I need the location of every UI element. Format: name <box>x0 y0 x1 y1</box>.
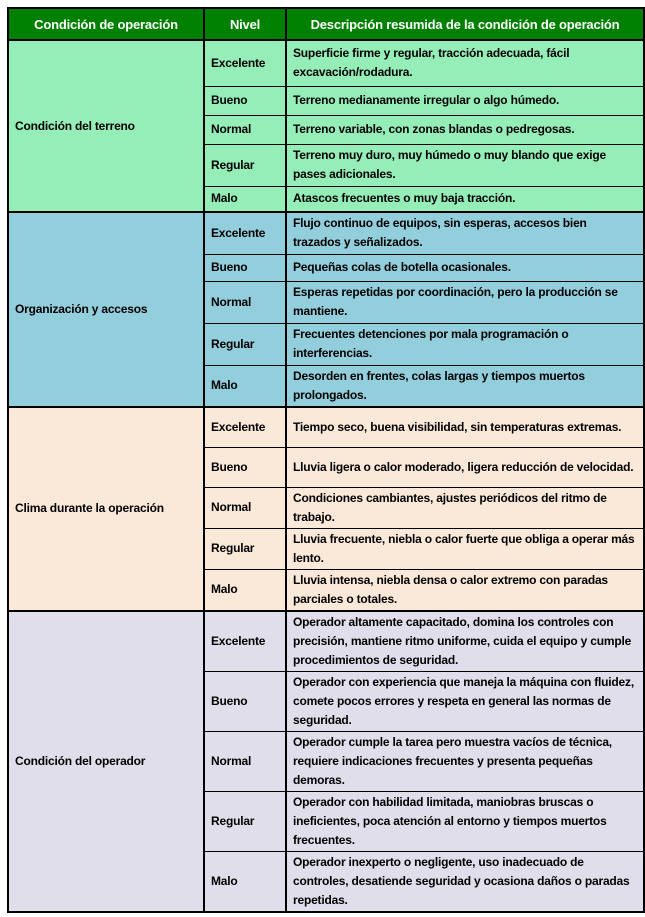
description-cell: Tiempo seco, buena visibilidad, sin temperaturas extremas. <box>286 407 644 447</box>
level-cell: Malo <box>204 851 286 912</box>
level-cell: Bueno <box>204 447 286 487</box>
level-cell: Bueno <box>204 86 286 115</box>
description-cell: Desorden en frentes, colas largas y tiempos muertos prolongados. <box>286 365 644 407</box>
level-cell: Malo <box>204 186 286 212</box>
level-cell: Bueno <box>204 671 286 731</box>
table-row <box>8 212 644 254</box>
category-cell-climate: Clima durante la operación <box>8 407 204 611</box>
level-cell: Excelente <box>204 407 286 447</box>
description-cell: Operador con habilidad limitada, maniobras bruscas o ineficientes, poca atención al entorno y tiempos muertos frecuentes. <box>286 791 644 851</box>
level-cell: Excelente <box>204 611 286 672</box>
level-cell: Malo <box>204 569 286 611</box>
description-cell: Superficie firme y regular, tracción adecuada, fácil excavación/rodadura. <box>286 40 644 86</box>
category-cell-terrain: Condición del terreno <box>8 40 204 212</box>
description-cell: Operador cumple la tarea pero muestra vacíos de técnica, requiere indicaciones frecuentes y presenta pequeñas demoras. <box>286 731 644 791</box>
level-cell: Regular <box>204 323 286 365</box>
description-cell: Operador inexperto o negligente, uso inadecuado de controles, desatiende seguridad y ocasiona daños o paradas repetidas. <box>286 851 644 912</box>
operation-conditions-table <box>7 7 645 913</box>
description-cell: Condiciones cambiantes, ajustes periódicos del ritmo de trabajo. <box>286 487 644 528</box>
level-cell: Excelente <box>204 40 286 86</box>
category-cell-organization: Organización y accesos <box>8 212 204 407</box>
level-cell: Normal <box>204 281 286 323</box>
description-cell: Operador altamente capacitado, domina los controles con precisión, mantiene ritmo uniforme, cuida el equipo y cumple procedimientos de seguridad. <box>286 611 644 672</box>
table-row <box>8 611 644 672</box>
header-level: Nivel <box>204 8 286 40</box>
level-cell: Normal <box>204 487 286 528</box>
header-description: Descripción resumida de la condición de operación <box>286 8 644 40</box>
description-cell: Flujo continuo de equipos, sin esperas, accesos bien trazados y señalizados. <box>286 212 644 254</box>
level-cell: Regular <box>204 791 286 851</box>
description-cell: Frecuentes detenciones por mala programación o interferencias. <box>286 323 644 365</box>
description-cell: Terreno variable, con zonas blandas o pedregosas. <box>286 115 644 144</box>
description-cell: Lluvia frecuente, niebla o calor fuerte que obliga a operar más lento. <box>286 528 644 569</box>
level-cell: Normal <box>204 115 286 144</box>
description-cell: Atascos frecuentes o muy baja tracción. <box>286 186 644 212</box>
level-cell: Bueno <box>204 254 286 281</box>
category-cell-operator: Condición del operador <box>8 611 204 912</box>
level-cell: Regular <box>204 528 286 569</box>
description-cell: Lluvia ligera o calor moderado, ligera reducción de velocidad. <box>286 447 644 487</box>
description-cell: Terreno muy duro, muy húmedo o muy blando que exige pases adicionales. <box>286 144 644 186</box>
description-cell: Lluvia intensa, niebla densa o calor extremo con paradas parciales o totales. <box>286 569 644 611</box>
level-cell: Regular <box>204 144 286 186</box>
table-row <box>8 407 644 447</box>
description-cell: Pequeñas colas de botella ocasionales. <box>286 254 644 281</box>
level-cell: Excelente <box>204 212 286 254</box>
header-condition: Condición de operación <box>8 8 204 40</box>
description-cell: Esperas repetidas por coordinación, pero la producción se mantiene. <box>286 281 644 323</box>
level-cell: Normal <box>204 731 286 791</box>
table-row <box>8 40 644 86</box>
level-cell: Malo <box>204 365 286 407</box>
table-header-row <box>8 8 644 40</box>
description-cell: Terreno medianamente irregular o algo húmedo. <box>286 86 644 115</box>
description-cell: Operador con experiencia que maneja la máquina con fluidez, comete pocos errores y respeta en general las normas de seguridad. <box>286 671 644 731</box>
